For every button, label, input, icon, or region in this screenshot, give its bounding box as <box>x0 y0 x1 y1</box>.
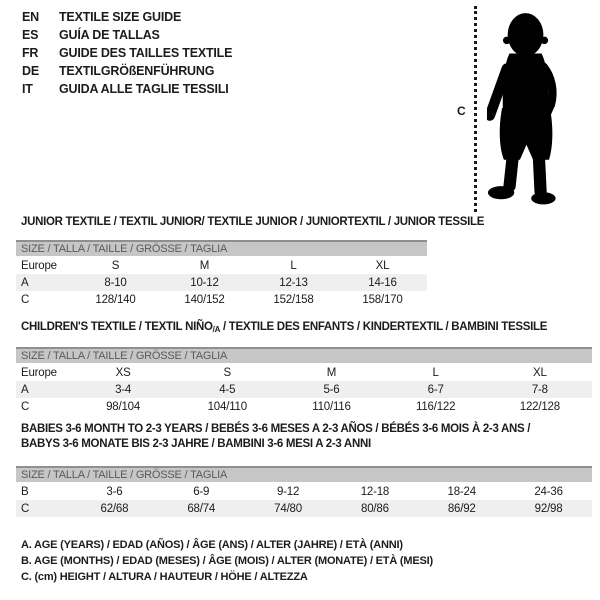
size-cell: 128/140 <box>95 293 136 306</box>
table-row <box>16 483 592 500</box>
size-cell: 6-7 <box>427 383 444 396</box>
language-code: ES <box>22 28 39 42</box>
size-cell: 14-16 <box>368 276 397 289</box>
size-cell: S <box>223 366 232 379</box>
size-cell: 3-4 <box>115 383 132 396</box>
size-cell: 104/110 <box>207 400 247 413</box>
children-title-suffix: / TEXTILE DES ENFANTS / KINDERTEXTIL / BAMBINI TESSILE <box>220 321 548 333</box>
size-cell: L <box>290 259 297 272</box>
size-cell: 98/104 <box>106 400 141 413</box>
row-label-cell: Europe <box>21 259 57 272</box>
size-cell: 110/116 <box>312 400 351 413</box>
row-label-cell: C <box>21 400 30 413</box>
table-row <box>16 381 592 398</box>
size-cell: 68/74 <box>187 502 216 515</box>
size-cell: 9-12 <box>276 485 300 498</box>
children-title-prefix: CHILDREN'S TEXTILE / TEXTIL NIÑO <box>21 321 213 333</box>
language-row <box>22 44 232 62</box>
language-title: TEXTILGRÖßENFÜHRUNG <box>59 64 215 78</box>
children-title-subscript: /A <box>212 325 221 334</box>
size-cell: M <box>326 366 337 379</box>
size-cell: M <box>199 259 210 272</box>
babies-size-table <box>16 466 592 517</box>
size-cell: 12-18 <box>360 485 390 498</box>
row-label-cell: A <box>21 383 29 396</box>
size-cell: S <box>111 259 120 272</box>
language-code: IT <box>22 82 33 96</box>
height-dotted-line-icon <box>474 6 477 212</box>
size-cell: 18-24 <box>447 485 476 498</box>
footnotes <box>21 537 433 585</box>
row-label-cell: B <box>21 485 29 498</box>
children-size-table <box>16 347 592 415</box>
height-label-c: C <box>457 104 466 118</box>
size-cell: XL <box>533 366 547 379</box>
language-code: EN <box>22 10 39 24</box>
size-cell: 80/86 <box>361 502 389 515</box>
size-cell: 122/128 <box>519 400 560 413</box>
size-cell: 5-6 <box>323 383 340 396</box>
size-cell: 4-5 <box>219 383 236 396</box>
babies-title-line1: BABIES 3-6 MONTH TO 2-3 YEARS / BEBÉS 3-6 MESES A 2-3 AÑOS / BÉBÉS 3-6 MOIS À 2-3 ANS / <box>21 423 531 435</box>
size-cell: 86/92 <box>447 502 476 515</box>
footnote-line-a: A. AGE (YEARS) / EDAD (AÑOS) / ÂGE (ANS) / ALTER (JAHRE) / ETÀ (ANNI) <box>21 539 403 551</box>
language-title: GUIDA ALLE TAGLIE TESSILI <box>59 82 229 96</box>
footnote-line-c: C. (cm) HEIGHT / ALTURA / HAUTEUR / HÖHE / ALTEZZA <box>21 571 308 583</box>
babies-table-title <box>21 422 591 452</box>
table-row <box>16 291 427 308</box>
children-table-title <box>21 320 547 337</box>
row-label-cell: C <box>21 502 30 515</box>
size-cell: L <box>432 366 439 379</box>
junior-table-title: JUNIOR TEXTILE / TEXTIL JUNIOR/ TEXTILE JUNIOR / JUNIORTEXTIL / JUNIOR TESSILE <box>21 216 485 228</box>
size-cell: 116/122 <box>415 400 456 413</box>
size-header-bar: SIZE / TALLA / TAILLE / GRÖSSE / TAGLIA <box>16 466 592 482</box>
baby-silhouette-icon <box>487 4 581 214</box>
language-title: TEXTILE SIZE GUIDE <box>59 10 182 24</box>
row-label-cell: Europe <box>21 366 57 379</box>
table-row <box>16 274 427 291</box>
size-cell: 24-36 <box>534 485 563 498</box>
row-label-cell: C <box>21 293 30 306</box>
size-cell: 12-13 <box>279 276 308 289</box>
size-cell: 92/98 <box>534 502 563 515</box>
size-cell: 158/170 <box>362 293 403 306</box>
table-row <box>16 398 592 415</box>
language-list <box>22 8 232 98</box>
size-cell: XS <box>115 366 131 379</box>
junior-size-table <box>16 240 427 308</box>
table-row <box>16 364 592 381</box>
babies-title-line2: BABYS 3-6 MONATE BIS 2-3 JAHRE / BAMBINI 3-6 MESI A 2-3 ANNI <box>21 438 371 450</box>
language-code: FR <box>22 46 39 60</box>
footnote-line-b: B. AGE (MONTHS) / EDAD (MESES) / ÂGE (MOIS) / ALTER (MONATE) / ETÀ (MESI) <box>21 555 433 567</box>
table-row <box>16 500 592 517</box>
size-cell: 152/158 <box>273 293 314 306</box>
table-row <box>16 257 427 274</box>
size-cell: 10-12 <box>190 276 219 289</box>
size-cell: 62/68 <box>100 502 129 515</box>
language-code: DE <box>22 64 39 78</box>
language-row <box>22 80 232 98</box>
size-cell: 6-9 <box>193 485 210 498</box>
size-cell: 140/152 <box>184 293 225 306</box>
language-row <box>22 26 232 44</box>
language-row <box>22 8 232 26</box>
size-cell: 3-6 <box>106 485 123 498</box>
size-header-bar: SIZE / TALLA / TAILLE / GRÖSSE / TAGLIA <box>16 240 427 256</box>
size-cell: 7-8 <box>531 383 548 396</box>
language-title: GUIDE DES TAILLES TEXTILE <box>59 46 233 60</box>
size-cell: XL <box>375 259 390 272</box>
language-title: GUÍA DE TALLAS <box>59 28 160 42</box>
size-cell: 74/80 <box>274 502 302 515</box>
row-label-cell: A <box>21 276 29 289</box>
language-row <box>22 62 232 80</box>
size-cell: 8-10 <box>104 276 127 289</box>
size-header-bar: SIZE / TALLA / TAILLE / GRÖSSE / TAGLIA <box>16 347 592 363</box>
